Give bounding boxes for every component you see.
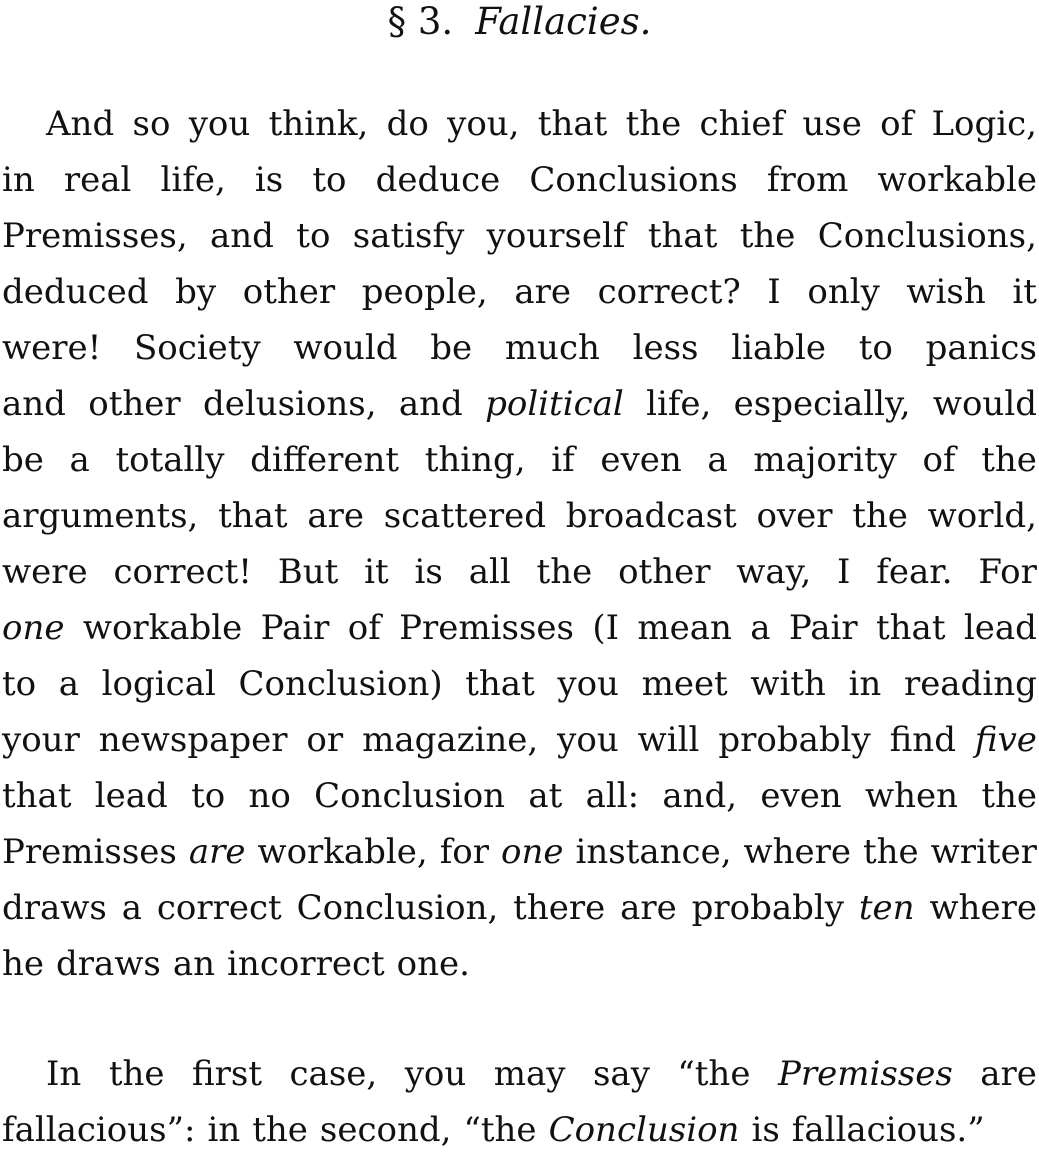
word: logical	[101, 664, 216, 704]
word: for	[439, 832, 490, 872]
word: Pair	[260, 608, 330, 648]
word: other	[242, 272, 336, 312]
word: draws	[2, 888, 107, 928]
word: with	[750, 664, 826, 704]
word: that	[875, 608, 946, 648]
word: much	[504, 328, 600, 368]
word: reading	[903, 664, 1037, 704]
word: no	[248, 776, 291, 816]
word: totally	[115, 440, 225, 480]
word: arguments,	[2, 496, 199, 536]
word: “the	[677, 1054, 751, 1094]
text-line	[2, 320, 1037, 376]
word: satisfy	[352, 216, 465, 256]
word: are	[620, 888, 677, 928]
word: For	[978, 552, 1037, 592]
word: “the	[463, 1110, 537, 1150]
word: workable	[82, 608, 243, 648]
word: Premisses	[399, 608, 574, 648]
word: panics	[925, 328, 1037, 368]
word: would	[293, 328, 398, 368]
word: an	[172, 944, 216, 984]
word: and	[2, 384, 66, 424]
word: is	[751, 1110, 780, 1150]
word: Conclusion,	[296, 888, 499, 928]
word: I	[837, 552, 851, 592]
text-line	[46, 1046, 1037, 1102]
word: to	[858, 328, 893, 368]
word: Conclusions,	[817, 216, 1037, 256]
word: is	[414, 552, 443, 592]
word: correct!	[113, 552, 252, 592]
word: that	[465, 664, 535, 704]
word: especially,	[733, 384, 911, 424]
word: way,	[736, 552, 812, 592]
word: are	[514, 272, 571, 312]
word: and	[398, 384, 463, 424]
word: Logic,	[931, 104, 1037, 144]
word: to	[296, 216, 331, 256]
word: of	[922, 440, 956, 480]
word: all:	[585, 776, 640, 816]
word: to	[2, 664, 37, 704]
word: deduce	[375, 160, 501, 200]
word: where	[743, 832, 852, 872]
word: only	[807, 272, 880, 312]
text-line	[2, 824, 1037, 880]
word: workable,	[257, 832, 428, 872]
word: Pair	[788, 608, 858, 648]
text-line	[46, 96, 1037, 152]
word: the	[108, 1054, 165, 1094]
word: you	[557, 720, 619, 760]
word: are	[980, 1054, 1037, 1094]
word: magazine,	[362, 720, 539, 760]
emphasized-word: Premisses	[777, 1054, 953, 1094]
word: wish	[906, 272, 986, 312]
text-line	[2, 264, 1037, 320]
emphasized-word: Conclusion	[548, 1110, 740, 1150]
word: a	[58, 664, 80, 704]
emphasized-word: political	[485, 384, 624, 424]
word: would	[932, 384, 1037, 424]
word: all	[468, 552, 511, 592]
word: there	[513, 888, 606, 928]
section-heading	[0, 0, 1039, 44]
word: probably	[691, 888, 845, 928]
text-line	[2, 936, 1037, 992]
section-title: Fallacies.	[475, 0, 652, 43]
word: that	[647, 216, 718, 256]
word: instance,	[575, 832, 732, 872]
word: chief	[699, 104, 785, 144]
word: majority	[753, 440, 897, 480]
word: he	[2, 944, 45, 984]
word: that	[537, 104, 608, 144]
word: from	[766, 160, 849, 200]
word: be	[2, 440, 44, 480]
word: I	[767, 272, 781, 312]
word: Premisses	[2, 832, 177, 872]
emphasized-word: one	[2, 608, 65, 648]
word: real	[63, 160, 132, 200]
word: thing,	[424, 440, 526, 480]
word: probably	[718, 720, 871, 760]
word: a	[750, 608, 771, 648]
word: fallacious.”	[791, 1110, 985, 1150]
emphasized-word: five	[974, 720, 1037, 760]
word: liable	[731, 328, 827, 368]
word: your	[2, 720, 80, 760]
word: to	[191, 776, 226, 816]
word: yourself	[486, 216, 626, 256]
word: that	[218, 496, 288, 536]
word: in	[2, 160, 35, 200]
word: (I	[592, 608, 620, 648]
section-number: § 3.	[387, 0, 454, 43]
word: even	[600, 440, 682, 480]
text-line	[2, 432, 1037, 488]
word: by	[175, 272, 217, 312]
word: one.	[396, 944, 470, 984]
word: of	[880, 104, 914, 144]
word: you	[188, 104, 251, 144]
word: of	[347, 608, 381, 648]
word: meet	[641, 664, 728, 704]
word: And	[46, 104, 115, 144]
word: where	[929, 888, 1037, 928]
word: second,	[319, 1110, 452, 1150]
word: it	[1012, 272, 1037, 312]
text-line	[2, 880, 1037, 936]
word: people,	[361, 272, 488, 312]
word: the	[852, 496, 908, 536]
word: the	[252, 1110, 308, 1150]
text-line	[2, 768, 1037, 824]
text-line	[2, 488, 1037, 544]
word: correct	[156, 888, 282, 928]
word: delusions,	[202, 384, 377, 424]
text-line	[2, 544, 1037, 600]
word: deduced	[2, 272, 149, 312]
word: the	[625, 104, 682, 144]
word: scattered	[383, 496, 547, 536]
word: you	[557, 664, 619, 704]
word: is	[254, 160, 284, 200]
word: the	[981, 440, 1037, 480]
word: a	[707, 440, 728, 480]
word: case,	[289, 1054, 378, 1094]
word: if	[551, 440, 575, 480]
word: draws	[56, 944, 161, 984]
word: But	[277, 552, 339, 592]
word: world,	[927, 496, 1037, 536]
word: at	[528, 776, 563, 816]
word: lead	[94, 776, 168, 816]
text-line	[2, 712, 1037, 768]
word: be	[430, 328, 473, 368]
word: less	[632, 328, 699, 368]
word: other	[618, 552, 711, 592]
word: mean	[637, 608, 732, 648]
word: a	[121, 888, 142, 928]
word: were	[2, 552, 88, 592]
word: incorrect	[227, 944, 385, 984]
word: over	[756, 496, 833, 536]
word: Conclusion	[314, 776, 506, 816]
word: find	[889, 720, 956, 760]
text-line	[2, 600, 1037, 656]
word: you	[404, 1054, 467, 1094]
word: fallacious”:	[2, 1110, 196, 1150]
word: workable	[877, 160, 1037, 200]
word: a	[69, 440, 90, 480]
word: you,	[447, 104, 520, 144]
word: lead	[963, 608, 1037, 648]
emphasized-word: are	[188, 832, 246, 872]
word: broadcast	[565, 496, 737, 536]
word: life,	[646, 384, 712, 424]
word: life,	[160, 160, 226, 200]
word: may	[493, 1054, 566, 1094]
word: were!	[2, 328, 102, 368]
word: or	[306, 720, 344, 760]
text-line	[2, 376, 1037, 432]
word: the	[536, 552, 593, 592]
word: correct?	[597, 272, 741, 312]
word: In	[46, 1054, 82, 1094]
word: writer	[930, 832, 1037, 872]
word: are	[307, 496, 364, 536]
word: fear.	[876, 552, 953, 592]
text-line	[2, 656, 1037, 712]
word: other	[88, 384, 181, 424]
word: in	[848, 664, 882, 704]
word: the	[863, 832, 919, 872]
word: think,	[268, 104, 369, 144]
word: even	[760, 776, 842, 816]
text-line	[2, 152, 1037, 208]
word: and	[210, 216, 274, 256]
word: the	[739, 216, 796, 256]
word: when	[865, 776, 959, 816]
word: and,	[662, 776, 738, 816]
word: do	[386, 104, 429, 144]
emphasized-word: ten	[858, 888, 915, 928]
word: different	[250, 440, 400, 480]
word: so	[132, 104, 171, 144]
word: the	[981, 776, 1037, 816]
word: will	[637, 720, 700, 760]
word: use	[802, 104, 862, 144]
text-line	[2, 208, 1037, 264]
word: Society	[133, 328, 261, 368]
word: Conclusions	[529, 160, 738, 200]
word: it	[364, 552, 389, 592]
word: say	[592, 1054, 650, 1094]
word: newspaper	[98, 720, 288, 760]
emphasized-word: one	[501, 832, 564, 872]
word: to	[312, 160, 347, 200]
word: in	[207, 1110, 241, 1150]
word: first	[191, 1054, 263, 1094]
text-line	[2, 1102, 1037, 1158]
word: Conclusion)	[238, 664, 443, 704]
word: that	[2, 776, 72, 816]
word: Premisses,	[2, 216, 188, 256]
